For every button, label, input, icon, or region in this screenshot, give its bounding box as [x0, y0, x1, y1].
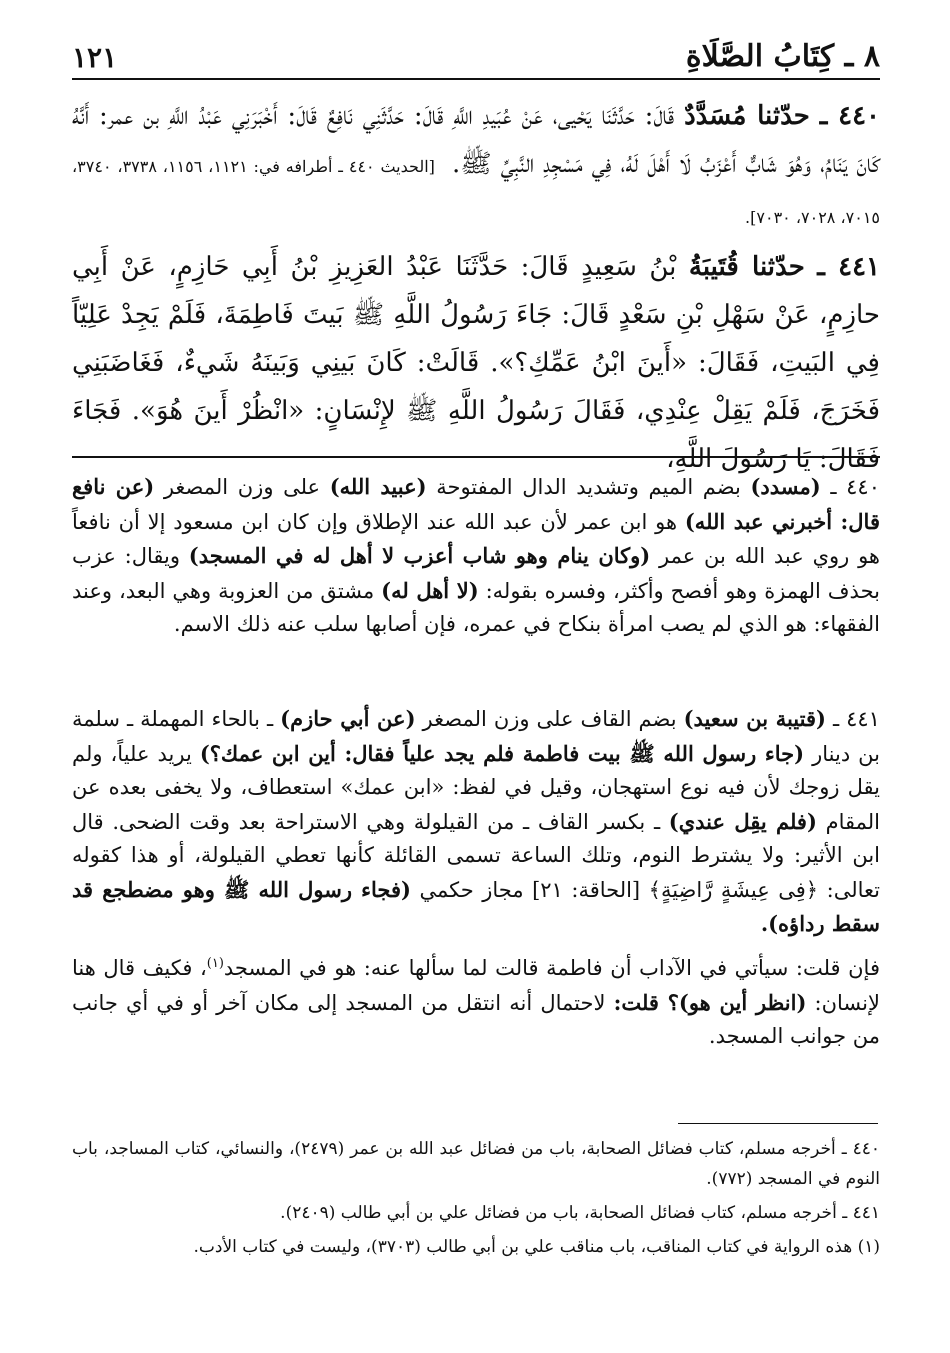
commentary-text: ٤٤١ ـ	[825, 707, 880, 731]
question-quote: (انظر أين هو)؟ قلت:	[613, 989, 807, 1015]
commentary-divider	[72, 456, 880, 458]
commentary-text: مشتق من العزوبة وهي البعد، وعند الفقهاء: هو الذي لم يصب امرأة بنكاح في عمره، فإن أصابها سلب عنه ذلك الاسم.	[72, 578, 880, 636]
hadith-441	[72, 243, 880, 483]
page-header	[72, 34, 880, 74]
hadith-number: ٤٤٠ ـ	[819, 101, 881, 131]
commentary-quote: (فجاء رسول الله ﷺ وهو مضطجع قد سقط رداؤه).	[72, 876, 880, 936]
commentary-quote: (مسدد)	[750, 474, 821, 499]
hadith-atraf: [الحديث ٤٤٠ ـ أطرافه في: ١١٢١، ١١٥٦، ٣٧٣٨، ٣٧٤٠، ٧٠١٥، ٧٠٢٨، ٧٠٣٠].	[72, 157, 880, 227]
commentary-quote: (جاء رسول الله ﷺ بيت فاطمة فلم يجد علياً فقال: أين ابن عمك؟)	[199, 740, 805, 766]
commentary-441	[72, 702, 880, 942]
commentary-quote: (فلم يقِل عندي)	[668, 808, 817, 834]
commentary-text: ٤٤٠ ـ	[820, 475, 880, 499]
question-text: فإن قلت: سيأتي في الآداب أن فاطمة قالت لما سألها عنه: هو في المسجد	[223, 956, 880, 980]
footnote-divider	[678, 1123, 878, 1124]
hadith-441-text	[72, 243, 880, 483]
hadith-body: قَالَ: حَدَّثَنَا يَحْيى، عَنْ عُبَيدِ اللَّهِ قَالَ: حَدَّثَنِي نَافِعٌ قَالَ: أَخْبَرَنِي عَبْدُ اللَّهِ بن عمر: أَنَّهُ كَانَ يَنَامُ، وَهُوَ شَابٌّ أَعْزَبُ لَا أَهْلَ لَهُ، فِي مَسْجِدِ النَّبِيِّ ﷺ.	[72, 101, 881, 179]
footnote-440: ٤٤٠ ـ أخرجه مسلم، كتاب فضائل الصحابة، باب من فضائل عبد الله بن عمر (٢٤٧٩)، والنسائي، كتاب المساجد، باب النوم في المسجد (٧٧٢).	[72, 1139, 880, 1189]
footnote-marker: (١)	[206, 956, 224, 971]
commentary-quote: (عن أبي حازم)	[280, 706, 416, 731]
page-number: ١٢١	[72, 41, 118, 74]
footnotes	[72, 1134, 880, 1266]
commentary-quote: (وكان ينام وهو شاب أعزب لا أهل له في المسجد)	[188, 543, 651, 568]
commentary-quote: (قتيبة بن سعيد)	[683, 706, 826, 731]
commentary-text: ـ بكسر القاف ـ من القيلولة وهي الاستراحة بعد وقت الضحى. قال ابن الأثير: ولا يشترط النوم، وتلك الساعة تسمى القائلة كأنها تعطي القيلولة، أو هذا كقوله تعالى: ﴿فِى عِيشَةٍ رَّاضِيَةٍ﴾ [الحاقة: ٢١] مجاز حكمي	[72, 809, 880, 902]
commentary-quote: (لا أهل له)	[381, 577, 479, 603]
hadith-isnad-lead: حدّثنا مُسَدَّدٌ	[684, 101, 810, 131]
footnote-1: (١) هذه الرواية في كتاب المناقب، باب مناقب علي بن أبي طالب (٣٧٠٣)، وليست في كتاب الأدب.	[193, 1237, 880, 1257]
commentary-text: ويقال: عزب بحذف الهمزة وهو أفصح وأكثر، وفسره بقوله:	[72, 544, 880, 603]
commentary-440	[72, 470, 880, 642]
answer-text: لاحتمال أنه انتقل من المسجد إلى مكان آخر أو في أي جانب من جوانب المسجد.	[72, 990, 880, 1048]
commentary-text: على وزن المصغر	[154, 475, 330, 499]
hadith-number: ٤٤١ ـ	[817, 252, 881, 282]
commentary-text: ـ بالحاء المهملة ـ سلمة بن دينار	[72, 707, 880, 766]
hadith-440-text	[72, 92, 880, 242]
commentary-text: هو ابن عمر لأن عبد الله عند الإطلاق وإن كان ابن مسعود إلا أن نافعاً هو روي عبد الله بن عمر	[72, 509, 880, 568]
commentary-text: بضم الميم وتشديد الدال المفتوحة	[426, 475, 751, 499]
hadith-440	[72, 92, 880, 242]
commentary-text: بضم القاف على وزن المصغر	[415, 707, 684, 731]
question-text: ، فكيف قال هنا لإنسان:	[72, 956, 880, 1015]
hadith-isnad-lead: حدّثنا قُتَيبَةُ	[688, 252, 805, 282]
commentary-quote: (عبيد الله)	[329, 474, 427, 499]
footnote-441: ٤٤١ ـ أخرجه مسلم، كتاب فضائل الصحابة، باب من فضائل علي بن أبي طالب (٢٤٠٩).	[280, 1203, 880, 1223]
commentary-quote: (عن نافع قال: أخبرني عبد الله)	[72, 474, 880, 534]
commentary-question	[72, 952, 880, 1054]
chapter-title: ٨ ـ كِتَابُ الصَّلَاةِ	[685, 39, 880, 74]
hadith-body: بْنُ سَعِيدٍ قَالَ: حَدَّثَنَا عَبْدُ العَزِيزِ بْنُ أَبِي حَازِمٍ، عَنْ أَبِي حازِمٍ، عَنْ سَهْلِ بْنِ سَعْدٍ قَالَ: جَاءَ رَسُولُ اللَّهِ ﷺ بَيتَ فَاطِمَةَ، فَلَمْ يَجِدْ عَلِيّاً فِي البَيتِ، فَقَالَ: «أَينَ ابْنُ عَمِّكِ؟». قَالَتْ: كَانَ بَينِي وَبَينَهُ شَيءٌ، فَغَاضَبَنِي فَخَرَجَ، فَلَمْ يَقِلْ عِنْدِي، فَقَالَ رَسُولُ اللَّهِ ﷺ لإِنْسَانٍ: «انْظُرْ أَينَ هُوَ». فَجَاءَ فَقَالَ: يَا رَسُولَ اللَّهِ،	[72, 252, 880, 474]
commentary-text: يريد علياً، ولم يقل زوجك لأن فيه نوع استهجان، وقيل في لفظ: «ابن عمك» استعطاف، ولا يخفى بعده عن المقام	[72, 741, 880, 834]
header-divider	[72, 78, 880, 80]
